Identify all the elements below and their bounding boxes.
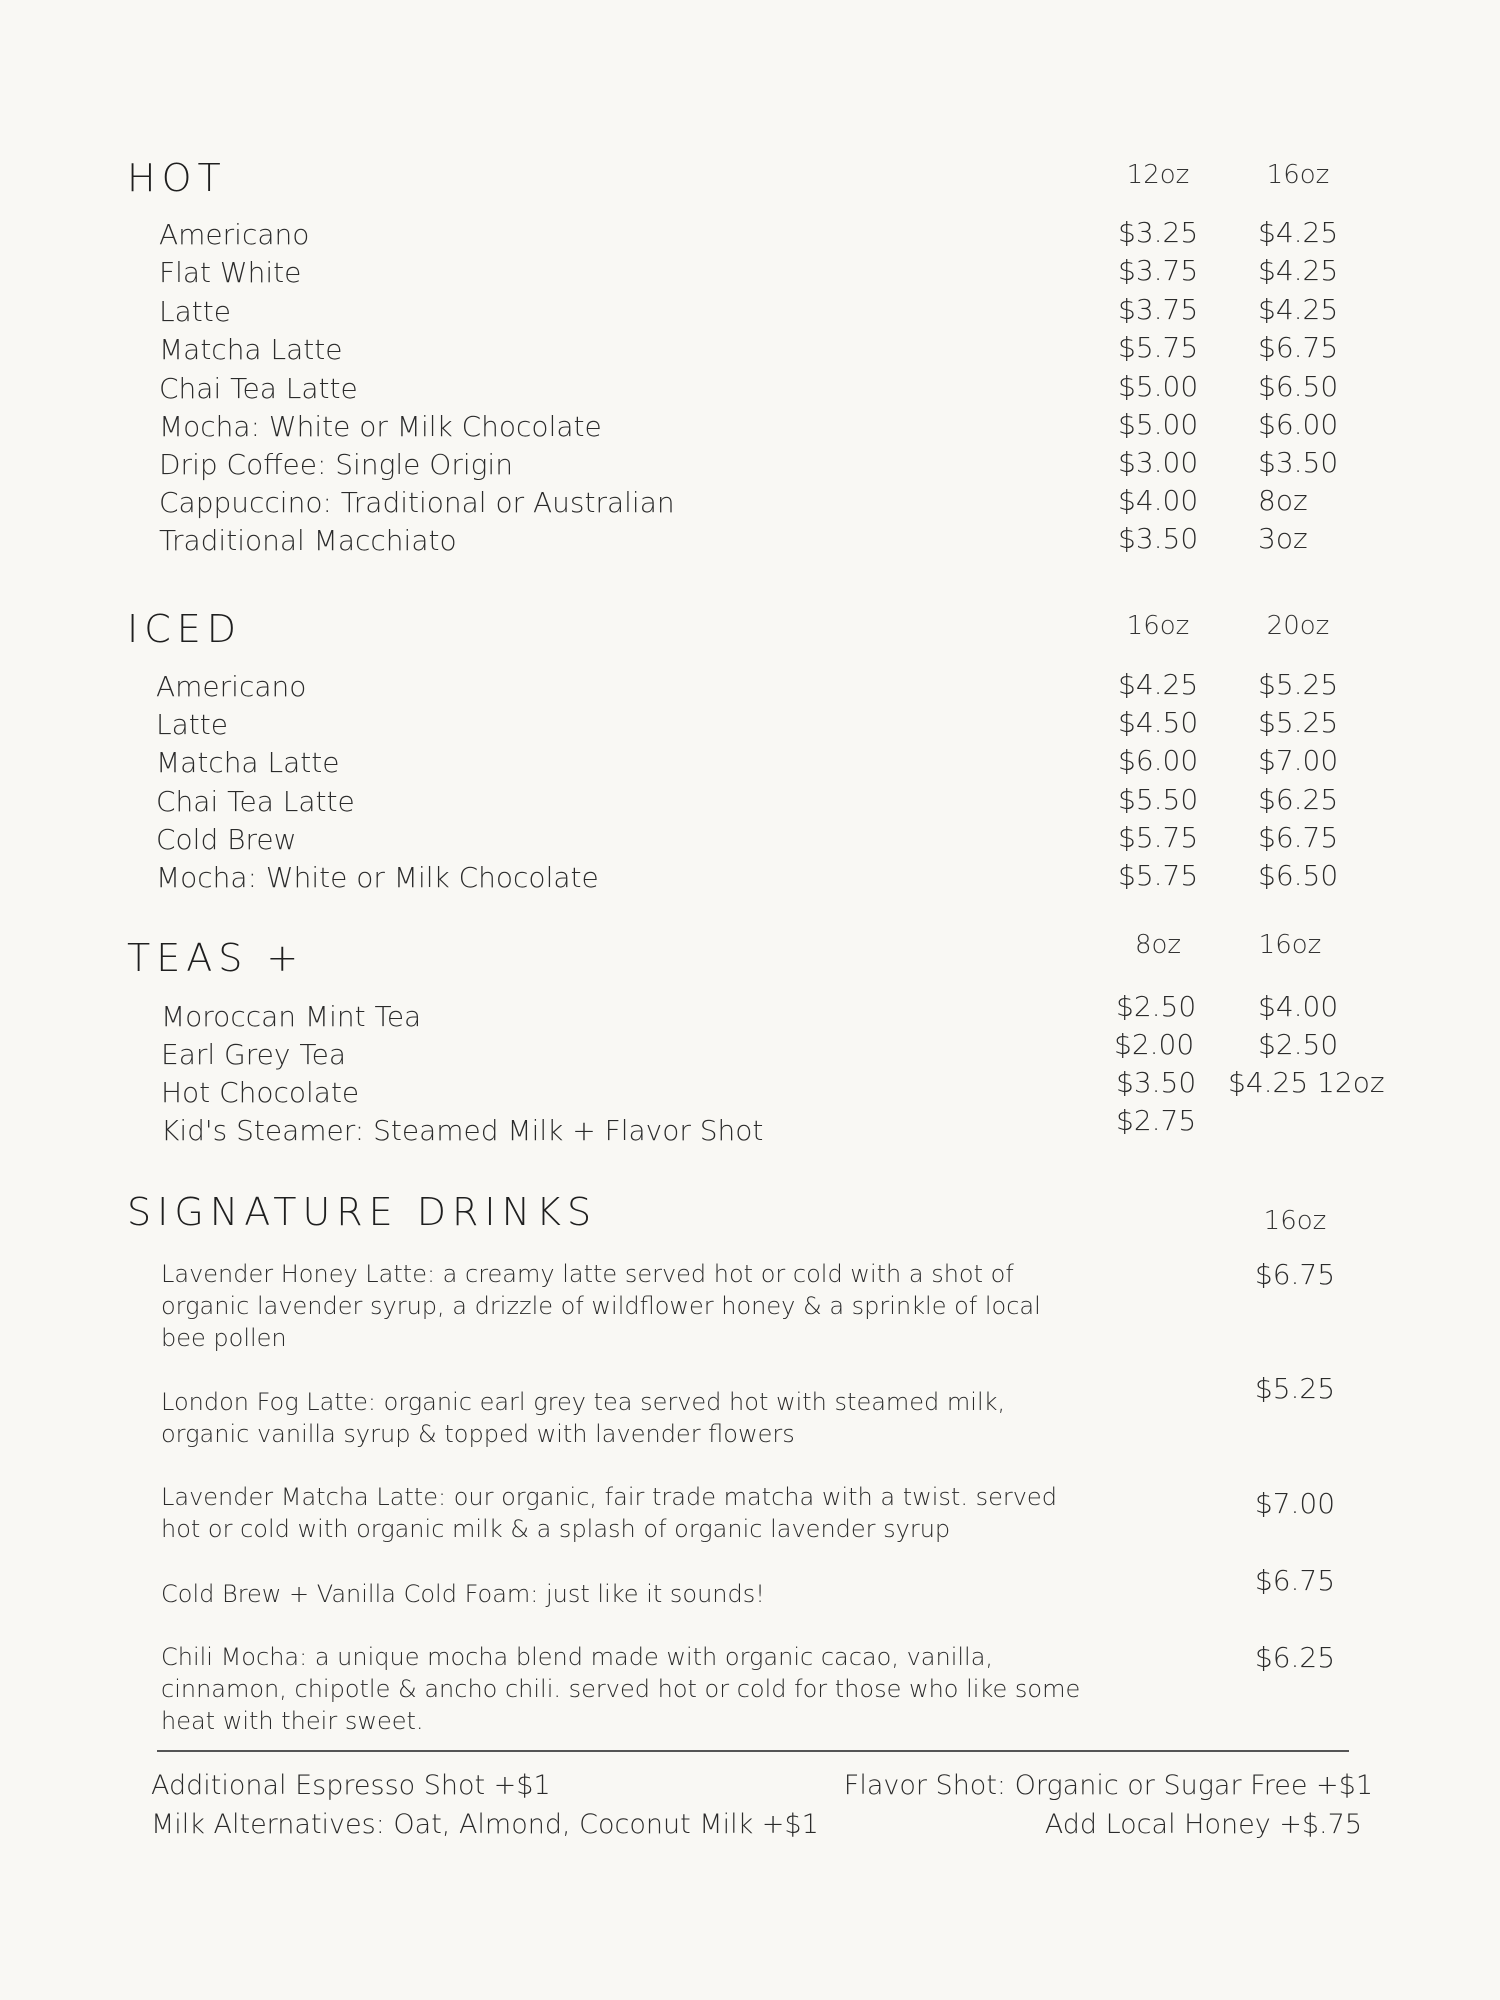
menu-item-name: Matcha Latte bbox=[159, 333, 343, 366]
menu-item-name: Mocha: White or Milk Chocolate bbox=[156, 861, 599, 894]
menu-item-price: $2.75 bbox=[1116, 1104, 1197, 1137]
menu-item-price: $6.25 bbox=[1258, 783, 1339, 816]
menu-item-price: 8oz bbox=[1258, 484, 1308, 517]
section-title-teas: TEAS + bbox=[127, 936, 305, 980]
menu-item-price: $3.75 bbox=[1118, 254, 1199, 287]
menu-item-name: Traditional Macchiato bbox=[159, 524, 457, 557]
section-title-hot: HOT bbox=[127, 156, 227, 200]
menu-item-price: $2.00 bbox=[1114, 1028, 1195, 1061]
menu-item-price: $5.25 bbox=[1258, 668, 1339, 701]
signature-item-price: $6.75 bbox=[1254, 1564, 1336, 1597]
signature-item-price: $6.25 bbox=[1254, 1641, 1336, 1674]
addon-espresso: Additional Espresso Shot +$1 bbox=[151, 1770, 551, 1801]
menu-item-name: Drip Coffee: Single Origin bbox=[159, 448, 513, 481]
menu-item-price: $2.50 bbox=[1258, 1028, 1339, 1061]
menu-item-price: $4.25 bbox=[1258, 293, 1339, 326]
menu-item-price: $5.00 bbox=[1118, 370, 1199, 403]
menu-item-name: Cold Brew bbox=[156, 823, 297, 856]
signature-item-description: London Fog Latte: organic earl grey tea served hot with steamed milk, organic vanilla syrup & topped with lavender flowers bbox=[161, 1388, 1006, 1448]
menu-item-price: $3.75 bbox=[1118, 293, 1199, 326]
menu-item-name: Matcha Latte bbox=[156, 746, 340, 779]
size-label: 16oz bbox=[1126, 611, 1190, 641]
menu-item-name: Americano bbox=[156, 670, 307, 703]
menu-item-price: $3.25 bbox=[1118, 216, 1199, 249]
section-title-signature: SIGNATURE DRINKS bbox=[127, 1190, 598, 1234]
menu-item-price: $3.00 bbox=[1118, 446, 1199, 479]
divider bbox=[157, 1750, 1349, 1752]
signature-item-description: Cold Brew + Vanilla Cold Foam: just like it sounds! bbox=[161, 1580, 765, 1608]
menu-item-name: Americano bbox=[159, 218, 310, 251]
section-title-iced: ICED bbox=[127, 607, 243, 651]
size-label: 20oz bbox=[1266, 611, 1330, 641]
menu-item-price: $3.50 bbox=[1116, 1066, 1197, 1099]
size-label: 12oz bbox=[1126, 160, 1190, 190]
menu-item-price: $6.75 bbox=[1258, 331, 1339, 364]
size-label: 8oz bbox=[1134, 930, 1182, 960]
signature-item-price: $6.75 bbox=[1254, 1258, 1336, 1291]
menu-item-name: Chai Tea Latte bbox=[159, 372, 358, 405]
menu-item-price: $4.50 bbox=[1118, 706, 1199, 739]
size-label: 16oz bbox=[1266, 160, 1330, 190]
menu-item-price: $6.50 bbox=[1258, 859, 1339, 892]
menu-item-price: $5.75 bbox=[1118, 859, 1199, 892]
signature-item-description: Chili Mocha: a unique mocha blend made with organic cacao, vanilla, cinnamon, chipotle & ancho chili. served hot or cold for those who like some heat with their sweet. bbox=[161, 1643, 1081, 1735]
menu-item-price: $4.25 12oz bbox=[1228, 1066, 1385, 1099]
size-label: 16oz bbox=[1258, 930, 1322, 960]
size-label: 16oz bbox=[1263, 1206, 1327, 1236]
menu-item-name: Cappuccino: Traditional or Australian bbox=[159, 486, 675, 519]
menu-item-price: $6.00 bbox=[1258, 408, 1339, 441]
signature-item-description: Lavender Honey Latte: a creamy latte served hot or cold with a shot of organic lavender syrup, a drizzle of wildflower honey & a sprinkle of local bee pollen bbox=[161, 1260, 1041, 1352]
menu-item-price: $3.50 bbox=[1258, 446, 1339, 479]
menu-item-price: $5.50 bbox=[1118, 783, 1199, 816]
menu-item-name: Kid's Steamer: Steamed Milk + Flavor Shot bbox=[161, 1114, 764, 1147]
signature-item-price: $5.25 bbox=[1254, 1372, 1336, 1405]
menu-item-price: $4.00 bbox=[1258, 990, 1339, 1023]
menu-item-price: $5.75 bbox=[1118, 821, 1199, 854]
menu-item-price: $4.25 bbox=[1258, 216, 1339, 249]
menu-item-name: Moroccan Mint Tea bbox=[161, 1000, 422, 1033]
menu-item-price: $3.50 bbox=[1118, 522, 1199, 555]
menu-item-price: 3oz bbox=[1258, 522, 1308, 555]
menu-item-price: $6.50 bbox=[1258, 370, 1339, 403]
menu-item-name: Earl Grey Tea bbox=[161, 1038, 347, 1071]
menu-item-price: $5.00 bbox=[1118, 408, 1199, 441]
menu-item-name: Hot Chocolate bbox=[161, 1076, 360, 1109]
menu-item-price: $4.25 bbox=[1258, 254, 1339, 287]
addon-flavor: Flavor Shot: Organic or Sugar Free +$1 bbox=[843, 1770, 1373, 1801]
menu-item-price: $5.75 bbox=[1118, 331, 1199, 364]
menu-item-name: Latte bbox=[159, 295, 231, 328]
menu-item-price: $5.25 bbox=[1258, 706, 1339, 739]
signature-item-description: Lavender Matcha Latte: our organic, fair trade matcha with a twist. served hot or cold with organic milk & a splash of organic lavender syrup bbox=[161, 1483, 1057, 1543]
menu-item-price: $4.00 bbox=[1118, 484, 1199, 517]
addon-honey: Add Local Honey +$.75 bbox=[1044, 1809, 1362, 1840]
menu-item-name: Chai Tea Latte bbox=[156, 785, 355, 818]
menu-item-price: $6.75 bbox=[1258, 821, 1339, 854]
menu-item-name: Mocha: White or Milk Chocolate bbox=[159, 410, 602, 443]
menu-item-price: $4.25 bbox=[1118, 668, 1199, 701]
menu-item-price: $2.50 bbox=[1116, 990, 1197, 1023]
menu-item-name: Latte bbox=[156, 708, 228, 741]
addon-milk: Milk Alternatives: Oat, Almond, Coconut Milk +$1 bbox=[151, 1809, 819, 1840]
menu-item-name: Flat White bbox=[159, 256, 302, 289]
menu-item-price: $7.00 bbox=[1258, 744, 1339, 777]
menu-item-price: $6.00 bbox=[1118, 744, 1199, 777]
signature-item-price: $7.00 bbox=[1254, 1487, 1336, 1520]
